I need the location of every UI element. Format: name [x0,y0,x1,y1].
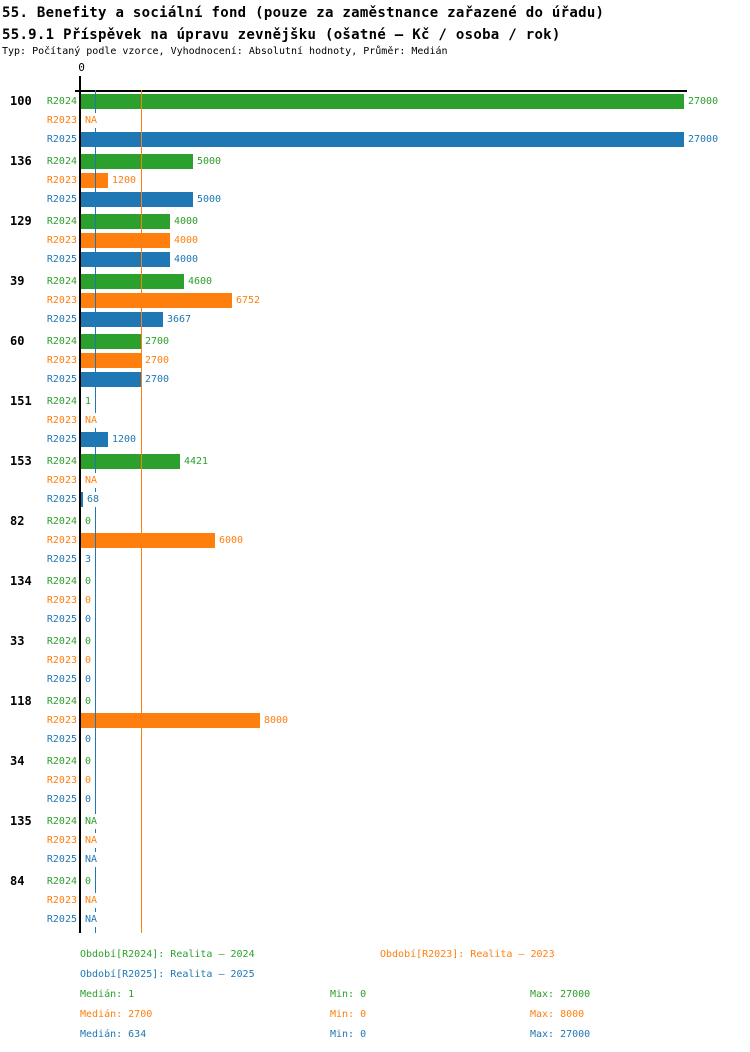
value-label-r2025: 0 [85,614,92,625]
value-label-r2023: 0 [85,655,92,666]
series-label-r2025: R2025 [46,794,77,805]
value-label-r2023: NA [85,115,98,126]
value-label-r2025: NA [85,854,98,865]
legend-period-r2023: Období[R2023]: Realita – 2023 [380,949,555,960]
bar-r2023 [81,713,260,728]
value-label-r2024: 0 [85,696,92,707]
legend-period-r2024: Období[R2024]: Realita – 2024 [80,949,255,960]
chart-title: 55. Benefity a sociální fond (pouze za zaměstnance zařazené do úřadu) [2,5,605,21]
value-axis-line [79,76,81,933]
series-label-r2025: R2025 [46,674,77,685]
group-label: 151 [10,394,32,408]
series-label-r2024: R2024 [46,696,77,707]
group-label: 39 [10,274,25,288]
value-label-r2024: 1 [85,396,92,407]
value-label-r2025: 27000 [688,134,719,145]
series-label-r2023: R2023 [46,595,77,606]
value-label-r2025: NA [85,914,98,925]
group-label: 60 [10,334,25,348]
series-label-r2024: R2024 [46,516,77,527]
bar-r2025 [81,312,163,327]
series-label-r2023: R2023 [46,115,77,126]
bar-r2025 [81,372,141,387]
value-label-r2025: 3 [85,554,92,565]
series-label-r2023: R2023 [46,235,77,246]
series-label-r2024: R2024 [46,96,77,107]
group-label: 82 [10,514,25,528]
median-line-r2025 [95,90,96,933]
value-label-r2024: 0 [85,516,92,527]
bar-r2025 [81,492,83,507]
value-label-r2023: NA [85,895,98,906]
value-label-r2024: 27000 [688,96,719,107]
series-label-r2024: R2024 [46,876,77,887]
bar-r2024 [81,274,184,289]
bar-r2023 [81,353,141,368]
value-label-r2024: 4421 [184,456,209,467]
value-label-r2023: 0 [85,775,92,786]
value-label-r2024: 4600 [188,276,213,287]
stat-median-r2024: Medián: 1 [80,989,135,1000]
value-label-r2023: 8000 [264,715,289,726]
series-label-r2023: R2023 [46,295,77,306]
value-label-r2024: 2700 [145,336,170,347]
value-label-r2025: 2700 [145,374,170,385]
group-label: 134 [10,574,32,588]
series-label-r2025: R2025 [46,314,77,325]
series-label-r2023: R2023 [46,535,77,546]
axis-top-line [75,90,687,92]
bar-r2024 [81,334,141,349]
series-label-r2025: R2025 [46,614,77,625]
series-label-r2023: R2023 [46,895,77,906]
group-label: 129 [10,214,32,228]
value-label-r2023: NA [85,835,98,846]
series-label-r2023: R2023 [46,775,77,786]
group-label: 118 [10,694,32,708]
series-label-r2024: R2024 [46,216,77,227]
series-label-r2025: R2025 [46,734,77,745]
chart-meta-line: Typ: Počítaný podle vzorce, Vyhodnocení: Absolutní hodnoty, Průměr: Medián [2,46,448,57]
bar-r2024 [81,94,684,109]
value-label-r2025: 0 [85,674,92,685]
legend-period-r2025: Období[R2025]: Realita – 2025 [80,969,255,980]
series-label-r2025: R2025 [46,494,77,505]
stat-max-r2025: Max: 27000 [530,1029,591,1040]
value-label-r2025: 0 [85,734,92,745]
series-label-r2025: R2025 [46,374,77,385]
median-line-r2023 [141,90,142,933]
series-label-r2025: R2025 [46,134,77,145]
series-label-r2024: R2024 [46,396,77,407]
series-label-r2023: R2023 [46,655,77,666]
value-label-r2024: 0 [85,576,92,587]
value-label-r2024: NA [85,816,98,827]
series-label-r2023: R2023 [46,415,77,426]
axis-zero-tick-label: 0 [78,61,85,74]
series-label-r2025: R2025 [46,914,77,925]
series-label-r2025: R2025 [46,194,77,205]
stat-min-r2025: Min: 0 [330,1029,367,1040]
value-label-r2023: 0 [85,595,92,606]
series-label-r2023: R2023 [46,475,77,486]
value-label-r2023: NA [85,415,98,426]
value-label-r2023: 1200 [112,175,137,186]
value-label-r2024: 0 [85,636,92,647]
series-label-r2023: R2023 [46,835,77,846]
stat-min-r2024: Min: 0 [330,989,367,1000]
group-label: 34 [10,754,25,768]
series-label-r2024: R2024 [46,816,77,827]
value-label-r2023: NA [85,475,98,486]
group-label: 135 [10,814,32,828]
stat-min-r2023: Min: 0 [330,1009,367,1020]
stat-max-r2024: Max: 27000 [530,989,591,1000]
value-label-r2025: 68 [87,494,100,505]
group-label: 136 [10,154,32,168]
value-label-r2024: 0 [85,876,92,887]
bar-r2024 [81,154,193,169]
series-label-r2025: R2025 [46,434,77,445]
group-label: 100 [10,94,32,108]
series-label-r2024: R2024 [46,276,77,287]
group-label: 33 [10,634,25,648]
series-label-r2024: R2024 [46,576,77,587]
value-label-r2023: 4000 [174,235,199,246]
value-label-r2025: 3667 [167,314,192,325]
series-label-r2024: R2024 [46,636,77,647]
value-label-r2025: 5000 [197,194,222,205]
value-label-r2024: 5000 [197,156,222,167]
series-label-r2024: R2024 [46,456,77,467]
value-label-r2023: 6752 [236,295,261,306]
group-label: 153 [10,454,32,468]
series-label-r2024: R2024 [46,156,77,167]
value-label-r2025: 4000 [174,254,199,265]
stat-median-r2023: Medián: 2700 [80,1009,153,1020]
bar-r2025 [81,192,193,207]
bar-r2023 [81,533,215,548]
bar-r2025 [81,132,684,147]
group-label: 84 [10,874,25,888]
stat-median-r2025: Medián: 634 [80,1029,147,1040]
series-label-r2025: R2025 [46,254,77,265]
series-label-r2024: R2024 [46,756,77,767]
stat-max-r2023: Max: 8000 [530,1009,585,1020]
bar-r2023 [81,293,232,308]
value-label-r2024: 4000 [174,216,199,227]
chart-subtitle: 55.9.1 Příspěvek na úpravu zevnějšku (ošatné – Kč / osoba / rok) [2,27,561,43]
series-label-r2025: R2025 [46,554,77,565]
series-label-r2023: R2023 [46,355,77,366]
series-label-r2023: R2023 [46,175,77,186]
value-label-r2025: 1200 [112,434,137,445]
series-label-r2024: R2024 [46,336,77,347]
value-label-r2024: 0 [85,756,92,767]
series-label-r2025: R2025 [46,854,77,865]
value-label-r2025: 0 [85,794,92,805]
value-label-r2023: 2700 [145,355,170,366]
series-label-r2023: R2023 [46,715,77,726]
value-label-r2023: 6000 [219,535,244,546]
